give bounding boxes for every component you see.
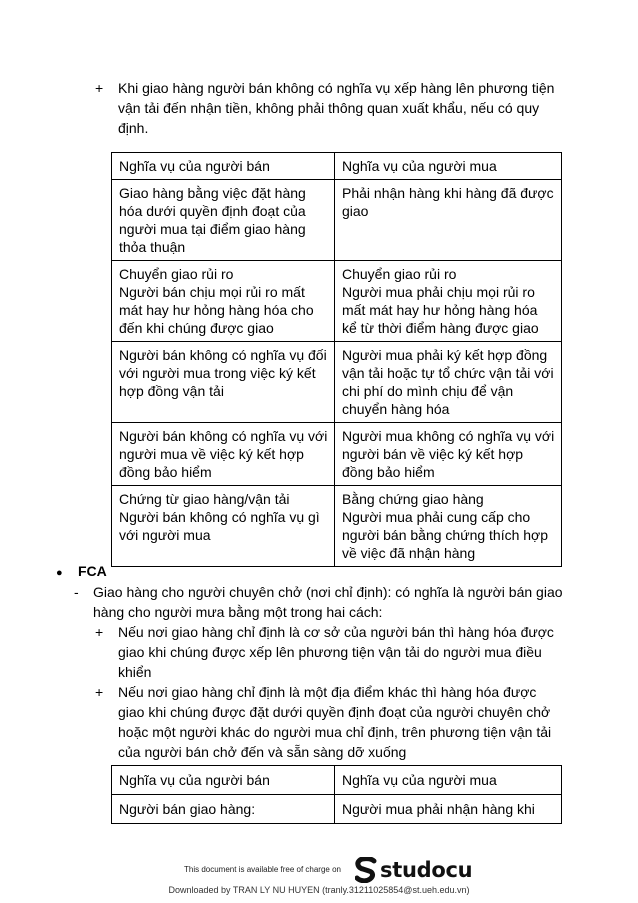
studocu-wordmark: studocu bbox=[380, 858, 473, 882]
buyer-cell: Phải nhận hàng khi hàng đã được giao bbox=[335, 180, 562, 261]
table-row bbox=[112, 766, 562, 795]
dash-marker: - bbox=[74, 584, 79, 600]
fca-definition-line: hàng cho người mưa bằng một trong hai cách: bbox=[93, 604, 383, 620]
table-header-seller: Nghĩa vụ của người bán bbox=[112, 153, 335, 180]
table-header-seller: Nghĩa vụ của người bán bbox=[112, 766, 335, 795]
fca-case-line: Nếu nơi giao hàng chỉ định là một địa điểm khác thì hàng hóa được bbox=[118, 684, 537, 700]
seller-cell: Giao hàng bằng việc đặt hàng hóa dưới quyền định đoạt của người mua tại điểm giao hàng thỏa thuận bbox=[112, 180, 335, 261]
table-header-buyer: Nghĩa vụ của người mua bbox=[335, 153, 562, 180]
seller-cell: Người bán không có nghĩa vụ với người mua về việc ký kết hợp đồng bảo hiểm bbox=[112, 423, 335, 486]
table-row bbox=[112, 486, 562, 567]
obligations-table bbox=[111, 152, 562, 567]
buyer-cell: Người mua không có nghĩa vụ với người bán về việc ký kết hợp đồng bảo hiểm bbox=[335, 423, 562, 486]
buyer-cell: Người mua phải nhận hàng khi bbox=[335, 795, 562, 824]
buyer-cell: Chuyển giao rủi ro Người mua phải chịu mọi rủi ro mất mát hay hư hỏng hàng hóa kể từ thời điểm hàng được giao bbox=[335, 261, 562, 342]
fca-case-line: Nếu nơi giao hàng chỉ định là cơ sở của người bán thì hàng hóa được bbox=[118, 624, 554, 640]
buyer-cell: Bằng chứng giao hàng Người mua phải cung cấp cho người bán bằng chứng thích hợp về việc đã nhận hàng bbox=[335, 486, 562, 567]
fca-case-line: của người bán chở đến và sẵn sàng dỡ xuống bbox=[118, 744, 407, 760]
seller-cell: Người bán giao hàng: bbox=[112, 795, 335, 824]
section-heading-fca: FCA bbox=[78, 563, 107, 579]
studocu-logo[interactable] bbox=[355, 856, 472, 884]
intro-line: Khi giao hàng người bán không có nghĩa vụ xếp hàng lên phương tiện bbox=[118, 80, 555, 96]
bullet-marker: ● bbox=[56, 567, 63, 579]
table-row bbox=[112, 795, 562, 824]
table-row bbox=[112, 153, 562, 180]
plus-marker: + bbox=[95, 624, 104, 640]
table-header-buyer: Nghĩa vụ của người mua bbox=[335, 766, 562, 795]
buyer-cell: Người mua phải ký kết hợp đồng vận tải hoặc tự tổ chức vận tải với chi phí do mình chịu để vận chuyển hàng hóa bbox=[335, 342, 562, 423]
fca-case-line: hoặc một người khác do người mua chỉ định, trên phương tiện vận tải bbox=[118, 724, 552, 740]
fca-case-line: giao khi chúng được đặt dưới quyền định đoạt của người chuyên chở bbox=[118, 704, 551, 720]
seller-cell: Chuyển giao rủi ro Người bán chịu mọi rủi ro mất mát hay hư hỏng hàng hóa cho đến khi chúng được giao bbox=[112, 261, 335, 342]
plus-marker: + bbox=[95, 80, 104, 96]
table-row bbox=[112, 261, 562, 342]
seller-cell: Người bán không có nghĩa vụ đối với người mua trong việc ký kết hợp đồng vận tải bbox=[112, 342, 335, 423]
seller-cell: Chứng từ giao hàng/vận tải Người bán không có nghĩa vụ gì với người mua bbox=[112, 486, 335, 567]
studocu-logo-icon bbox=[355, 857, 377, 883]
table-row bbox=[112, 342, 562, 423]
plus-marker: + bbox=[95, 684, 104, 700]
table-row bbox=[112, 423, 562, 486]
intro-line: vận tải đến nhận tiền, không phải thông quan xuất khẩu, nếu có quy bbox=[118, 100, 540, 116]
footer-download-info: Downloaded by TRAN LY NU HUYEN (tranly.31211025854@st.ueh.edu.vn) bbox=[168, 885, 470, 895]
fca-obligations-table bbox=[111, 765, 562, 824]
footer-notice: This document is available free of charge on bbox=[184, 865, 341, 874]
fca-case-line: khiển bbox=[118, 664, 152, 680]
fca-case-line: giao khi chúng được xếp lên phương tiện vận tải do người mua điều bbox=[118, 644, 542, 660]
table-row bbox=[112, 180, 562, 261]
intro-line: định. bbox=[118, 120, 149, 136]
fca-definition-line: Giao hàng cho người chuyên chở (nơi chỉ định): có nghĩa là người bán giao bbox=[93, 584, 563, 600]
